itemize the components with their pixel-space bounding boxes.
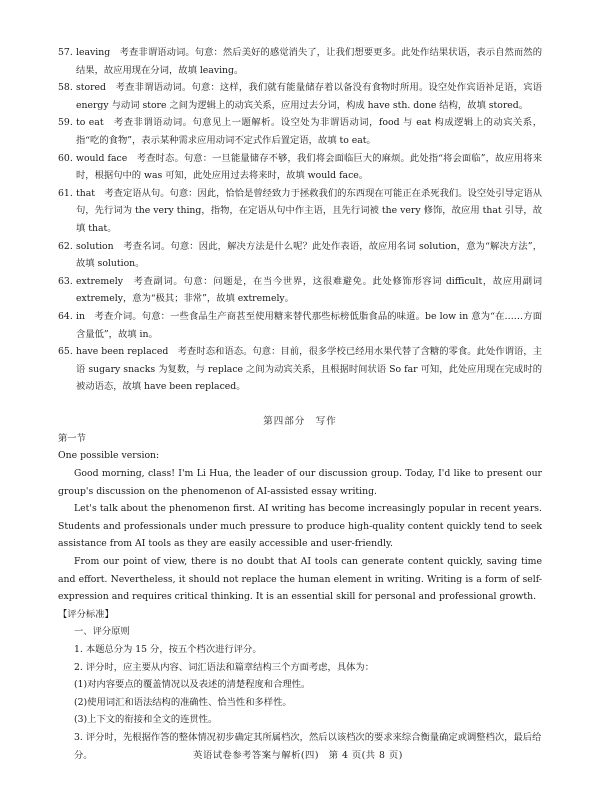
answer-number: 59. (58, 117, 73, 129)
subsection-title: 第一节 (58, 432, 86, 444)
essay-paragraph: From our point of view, there is no doubt that AI tools can generate content quickly, saving time and effort. Nevertheless, it should not replace the human element in writing. Writing is a form of self-expression and requires critical thinking. It is an essential skill for personal and professional growth. (58, 556, 542, 603)
section-title: 第四部分 写作 (263, 415, 337, 427)
criteria-item: 1. 本题总分为 15 分，按五个档次进行评分。 (74, 644, 262, 655)
answer-item-60 (58, 150, 542, 185)
answer-number: 65. (58, 346, 73, 358)
answer-number: 58. (58, 82, 73, 94)
answer-item-58 (58, 79, 542, 114)
answer-number: 64. (58, 310, 73, 322)
answer-sheet-page (58, 44, 542, 764)
criteria-item: 2. 评分时，应主要从内容、词汇语法和篇章结构三个方面考虑，具体为： (74, 661, 375, 673)
answer-item-57 (58, 44, 542, 79)
criteria-subitem: (1)对内容要点的覆盖情况以及表述的清楚程度和合理性。 (74, 679, 311, 691)
page-footer: 英语试卷参考答案与解析(四) 第 4 页(共 8 页) (193, 750, 403, 761)
essay-paragraph: Let's talk about the phenomenon first. AI writing has become increasingly popular in recent years. Students and professionals under much pressure to produce high-quality content quickly tend to seek assistance from AI tools as they are easily accessible and user-friendly. (58, 503, 542, 550)
criteria-item: 3. 评分时，先根据作答的整体情况初步确定其所属档次，然后以该档次的要求来综合衡量确定或调整档次，最后给分。 (74, 731, 542, 761)
answer-number: 63. (58, 275, 73, 287)
answer-item-62 (58, 238, 542, 273)
answer-explanation: extremely 考查副词。句意：问题是，在当今世界，这很难避免。此处修饰形容词 difficult，故应用副词 extremely，意为“极其；非常”，故填 extremely。 (76, 275, 542, 305)
criteria-title: 【评分标准】 (58, 608, 114, 620)
criteria-subitem: (2)使用词汇和语法结构的准确性、恰当性和多样性。 (74, 696, 292, 708)
answer-explanation: leaving 考查非谓语动词。句意：然后美好的感觉消失了，让我们想要更多。此处作结果状语，表示自然而然的结果，故应用现在分词，故填 leaving。 (76, 47, 542, 76)
answer-number: 62. (58, 240, 73, 252)
answer-list (58, 44, 542, 396)
answer-item-63 (58, 273, 542, 308)
answer-explanation: that 考查定语从句。句意：因此，恰恰是曾经致力于拯救我们的东西现在可能正在杀死我们。设空处引导定语从句，先行词为 the very thing，指物，在定语从句中作主语，且先行词被 the very 修饰，故应用 that 引导，故填 that。 (76, 187, 542, 234)
answer-item-64 (58, 308, 542, 343)
answer-explanation: would face 考查时态。句意：一旦能量储存不够，我们将会面临巨大的麻烦。此处指“将会面临”，故应用将来时，根据句中的 was 可知，此处应用过去将来时，故填 would face。 (76, 152, 542, 182)
answer-explanation: solution 考查名词。句意：因此，解决方法是什么呢？此处作表语，故应用名词 solution，意为“解决方法”，故填 solution。 (76, 240, 542, 270)
sample-essay (58, 465, 542, 606)
criteria-principle: 一、评分原则 (74, 626, 130, 638)
essay-paragraph: Good morning, class! I'm Li Hua, the leader of our discussion group. Today, I'd like to present our group's discussion on the phenomenon of AI-assisted essay writing. (58, 468, 542, 497)
answer-explanation: in 考查介词。句意：一些食品生产商甚至使用糖来替代那些标榜低脂食品的味道。be low in 意为“在……方面含量低”，故填 in。 (76, 310, 542, 340)
answer-explanation: stored 考查非谓语动词。句意：这样，我们就有能量储存着以备没有食物时所用。设空处作宾语补足语，宾语 energy 与动词 store 之间为逻辑上的动宾关系，应用过去分词，构成 have sth. done 结构，故填 stored。 (76, 82, 542, 111)
answer-item-61 (58, 185, 542, 238)
version-label: One possible version: (58, 450, 160, 462)
answer-number: 57. (58, 47, 73, 58)
criteria-subitem: (3)上下文的衔接和全文的连贯性。 (74, 714, 218, 726)
answer-explanation: have been replaced 考查时态和语态。句意：目前，很多学校已经用水果代替了含糖的零食。此处作谓语，主语 sugary snacks 为复数，与 replace 之间为动宾关系，且根据时间状语 So far 可知，此处应用现在完成时的被动语态，故填 have been replaced。 (76, 346, 542, 393)
answer-explanation: to eat 考查非谓语动词。句意见上一题解析。设空处为非谓语动词，food 与 eat 构成逻辑上的动宾关系，指“吃的食物”，表示某种需求应用动词不定式作后置定语，故填 to eat。 (76, 117, 542, 146)
answer-item-65 (58, 343, 542, 396)
answer-number: 61. (58, 187, 73, 199)
scoring-criteria (58, 606, 542, 764)
answer-item-59 (58, 114, 542, 149)
answer-number: 60. (58, 152, 73, 164)
